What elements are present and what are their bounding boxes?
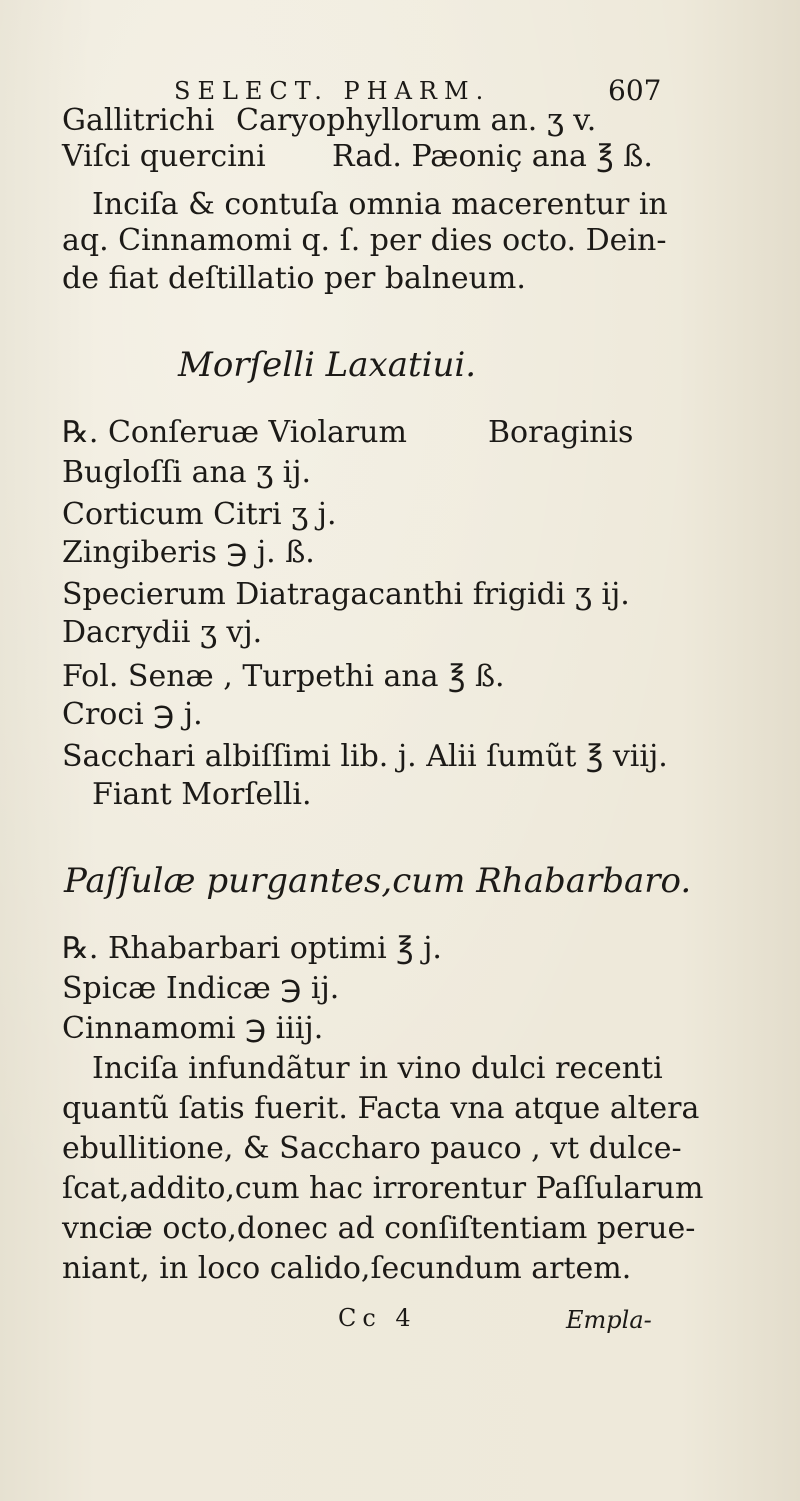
- recipe-line: Zingiberis ℈ j. ß.: [62, 535, 315, 570]
- recipe-line: Fol. Senæ , Turpethi ana ℥ ß.: [62, 659, 505, 694]
- recipe-line: Boraginis: [488, 415, 634, 450]
- paragraph-line: quantũ ſatis fuerit. Facta vna atque altera: [62, 1091, 700, 1126]
- paragraph-line: de fiat deſtillatio per balneum.: [62, 261, 526, 296]
- recipe-line: Viſci quercini: [62, 139, 266, 174]
- recipe-line: Sacchari albiſſimi lib. j. Alii ſumũt ℥ viij.: [62, 739, 668, 774]
- recipe-line: Croci ℈ j.: [62, 697, 203, 732]
- recipe-line: Cinnamomi ℈ iiij.: [62, 1011, 324, 1046]
- section-title: Paſſulæ purgantes,cum Rhabarbaro.: [64, 861, 692, 901]
- recipe-line: ℞. Rhabarbari optimi ℥ j.: [62, 931, 442, 966]
- recipe-line: Dacrydii ʒ vj.: [62, 615, 263, 650]
- catchword: Empla-: [566, 1306, 652, 1334]
- recipe-line: Specierum Diatragacanthi frigidi ʒ ij.: [62, 577, 630, 612]
- paragraph-line: niant, in loco calido,ſecundum artem.: [62, 1251, 632, 1286]
- paragraph-line: Inciſa infundãtur in vino dulci recenti: [92, 1051, 663, 1086]
- paragraph-line: aq. Cinnamomi q. ſ. per dies octo. Dein-: [62, 223, 667, 258]
- page-number: 607: [608, 74, 662, 107]
- recipe-line: Rad. Pæoniç ana ℥ ß.: [332, 139, 653, 174]
- recipe-line: Caryophyllorum an. ʒ v.: [236, 103, 597, 138]
- recipe-line: Spicæ Indicæ ℈ ij.: [62, 971, 340, 1006]
- paragraph-line: Inciſa & contuſa omnia macerentur in: [92, 187, 668, 222]
- recipe-line: Bugloſſi ana ʒ ij.: [62, 455, 312, 490]
- section-title: Morſelli Laxatiui.: [178, 345, 477, 385]
- signature-mark: Cc 4: [338, 1304, 417, 1332]
- recipe-line: ℞. Conſeruæ Violarum: [62, 415, 407, 450]
- paragraph-line: ſcat,addito,cum hac irrorentur Paſſularum: [62, 1171, 704, 1206]
- running-title: SELECT. PHARM.: [174, 77, 491, 105]
- recipe-line: Gallitrichi: [62, 103, 215, 138]
- recipe-line: Fiant Morſelli.: [92, 777, 312, 812]
- recipe-line: Corticum Citri ʒ j.: [62, 497, 337, 532]
- paragraph-line: vnciæ octo,donec ad conſiſtentiam perue-: [62, 1211, 696, 1246]
- paragraph-line: ebullitione, & Saccharo pauco , vt dulce-: [62, 1131, 682, 1166]
